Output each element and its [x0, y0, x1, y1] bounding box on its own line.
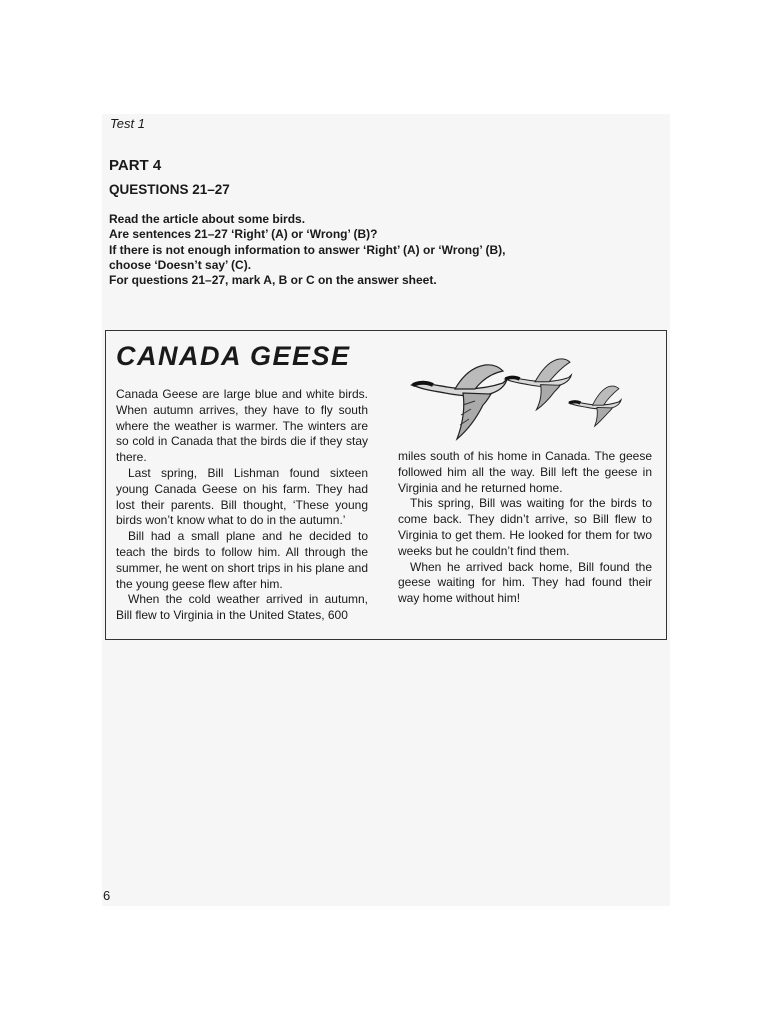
article-paragraph: This spring, Bill was waiting for the birds to come back. They didn’t arrive, so Bill flew to Virginia to get them. He looked for them for two weeks but he couldn’t find them.: [398, 496, 652, 558]
questions-title: QUESTIONS 21–27: [109, 182, 230, 197]
goose-icon: [410, 365, 507, 439]
article-paragraph: Canada Geese are large blue and white birds. When autumn arrives, they have to fly south where the weather is warmer. The winters are so cold in Canada that the birds die if they stay there.: [116, 387, 368, 465]
article-paragraph: miles south of his home in Canada. The geese followed him all the way. Bill left the geese in Virginia and he returned home.: [398, 449, 652, 495]
article-right-column: [398, 449, 652, 607]
article-paragraph: When he arrived back home, Bill found the geese waiting for him. They had found their way home without him!: [398, 559, 652, 606]
instruction-line: Read the article about some birds.: [109, 212, 306, 226]
article-paragraph: When the cold weather arrived in autumn, Bill flew to Virginia in the United States, 600: [116, 592, 368, 623]
article-paragraph: Last spring, Bill Lishman found sixteen young Canada Geese on his farm. They had lost their parents. Bill thought, ‘These young birds won’t know what to do in the autumn.’: [116, 465, 368, 528]
article-paragraph: Bill had a small plane and he decided to teach the birds to follow him. All through the summer, he went on short trips in his plane and the young geese flew after him.: [116, 529, 368, 591]
page-number: 6: [103, 888, 111, 903]
instruction-line: Are sentences 21–27 ‘Right’ (A) or ‘Wrong’ (B)?: [109, 227, 378, 242]
flying-geese-icon: [405, 345, 625, 450]
test-label: Test 1: [110, 116, 145, 131]
goose-icon: [568, 386, 621, 426]
part-title: PART 4: [109, 157, 162, 174]
instructions: [109, 212, 654, 288]
article-left-column: [116, 387, 368, 624]
goose-icon: [504, 359, 572, 410]
instruction-line: choose ‘Doesn’t say’ (C).: [109, 257, 252, 272]
instruction-line: If there is not enough information to answer ‘Right’ (A) or ‘Wrong’ (B),: [109, 242, 506, 257]
article-title: CANADA GEESE: [116, 341, 351, 371]
instruction-line: For questions 21–27, mark A, B or C on the answer sheet.: [109, 273, 437, 288]
